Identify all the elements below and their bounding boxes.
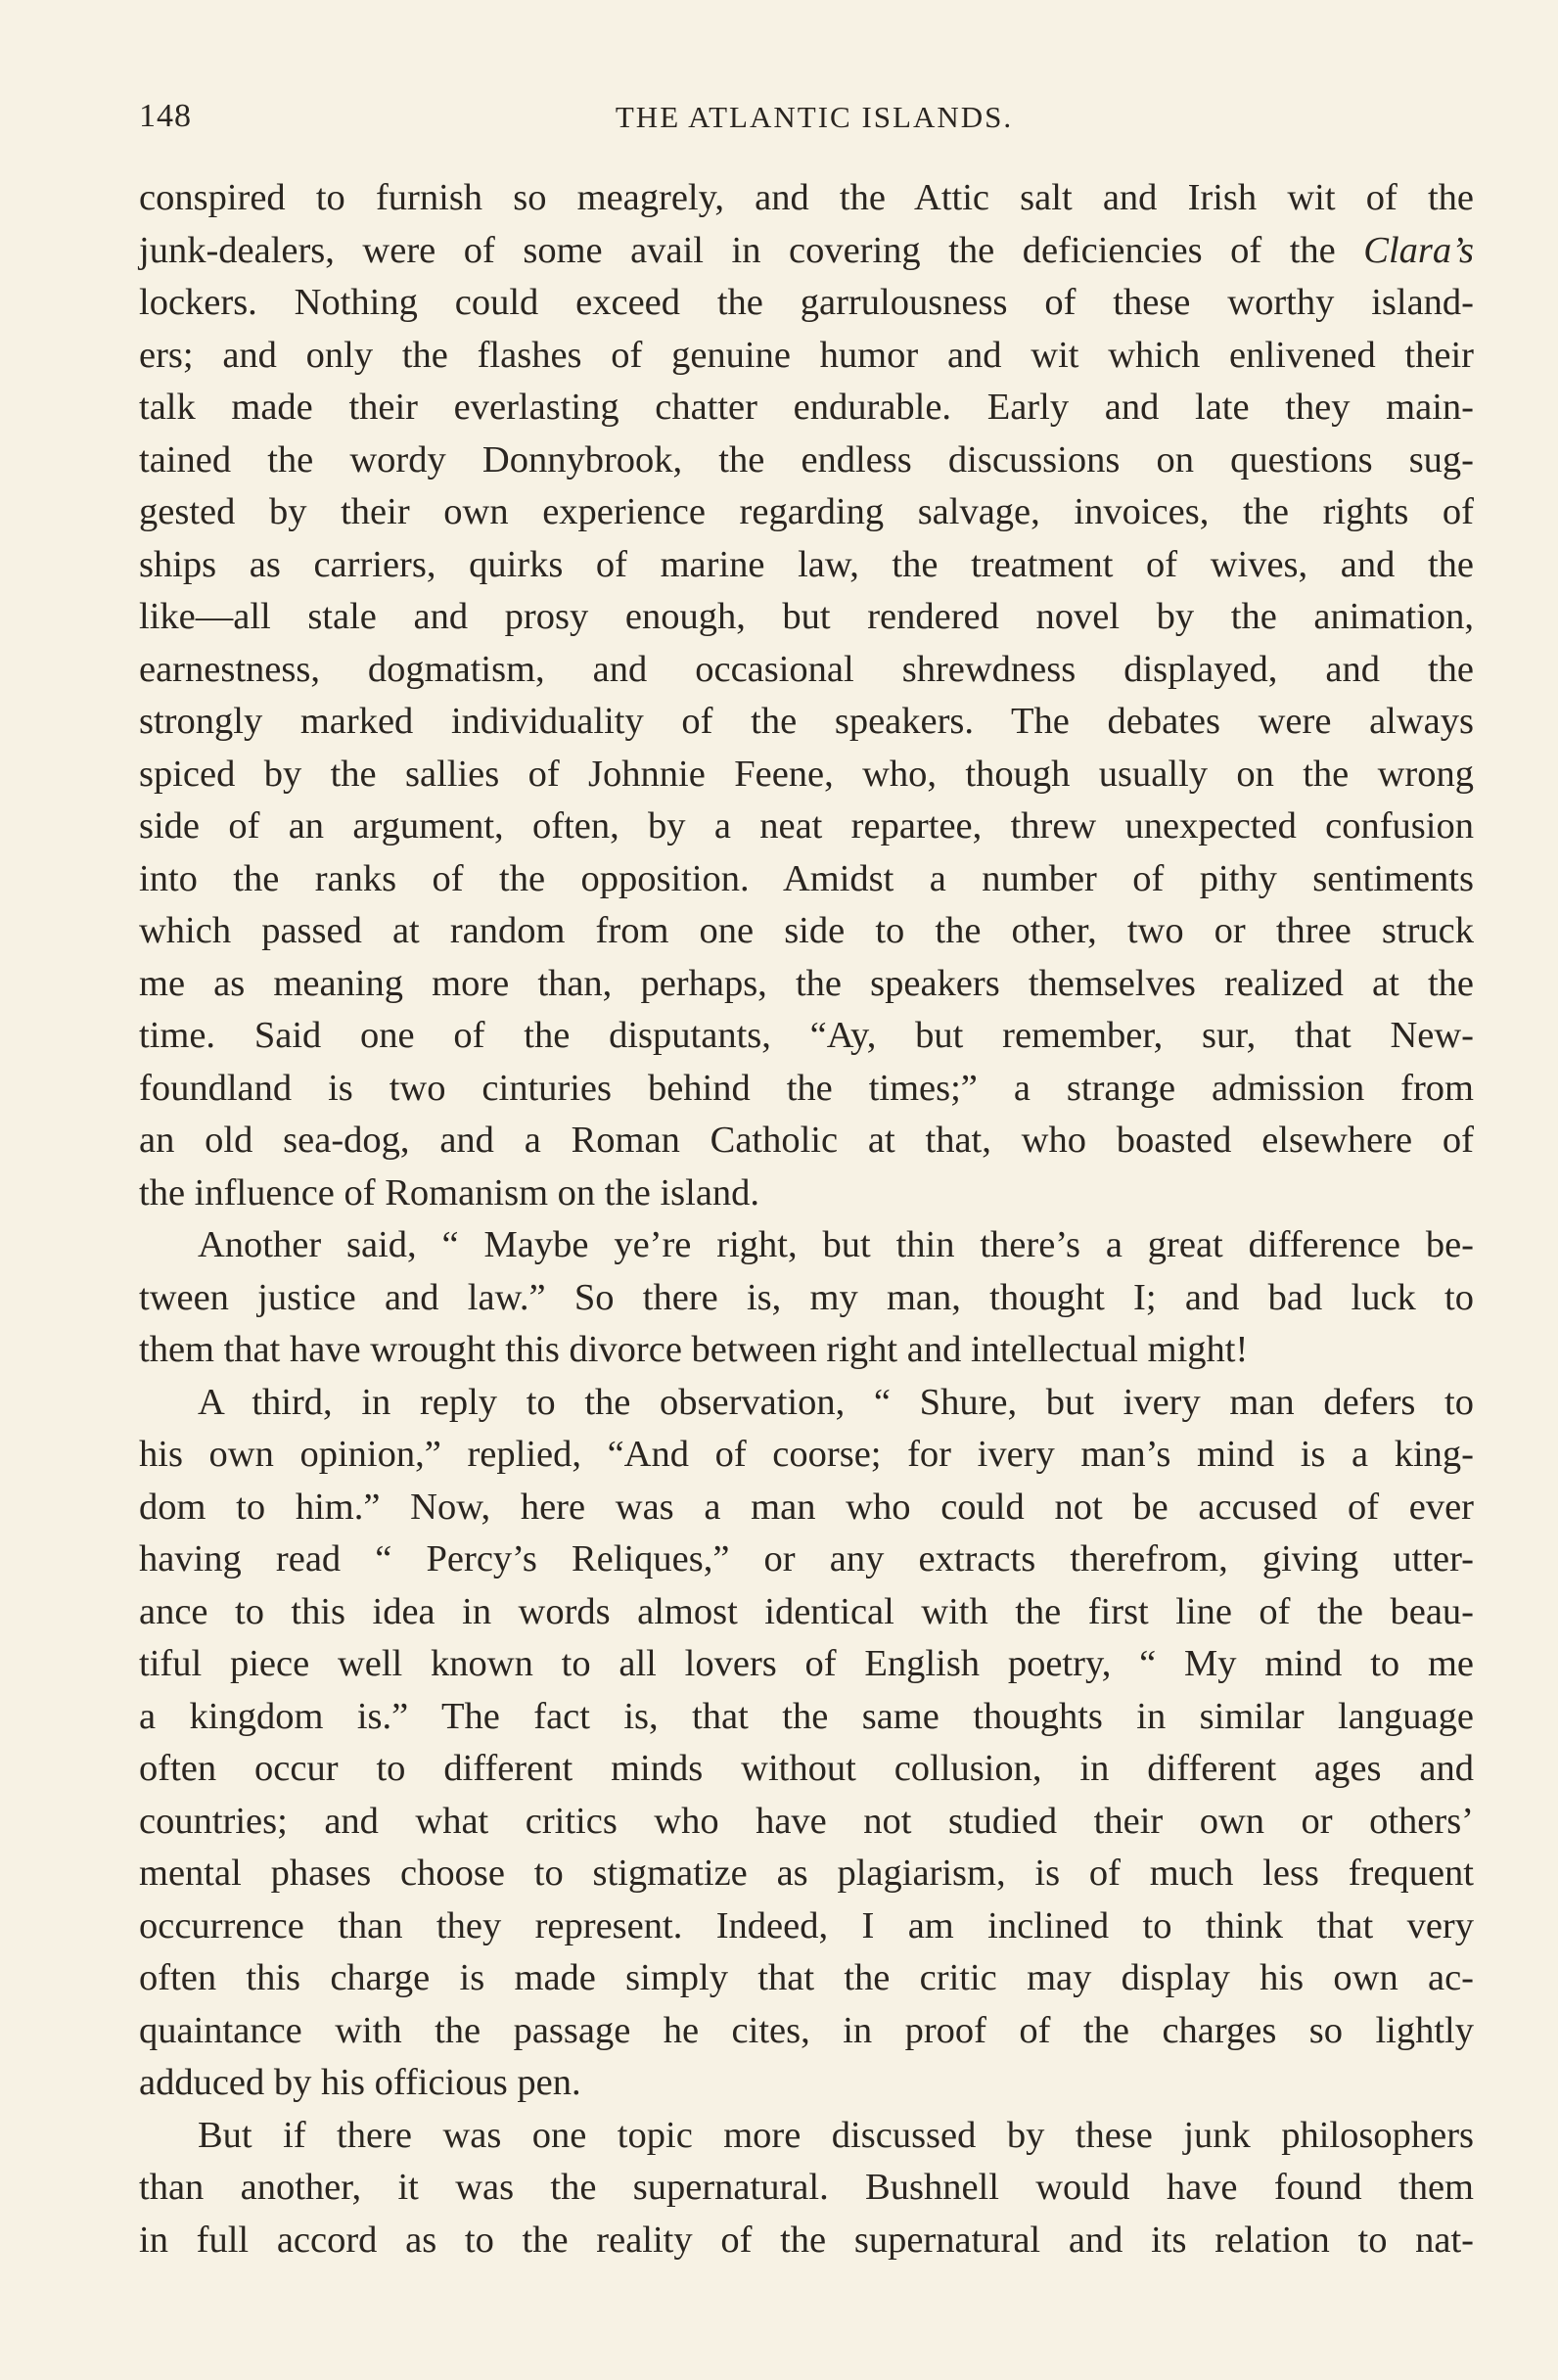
text-line: ers; and only the flashes of genuine humor and wit which enlivened their: [139, 334, 1474, 376]
text-line: dom to him.” Now, here was a man who could not be accused of ever: [139, 1486, 1474, 1528]
body-text: [139, 172, 1474, 2266]
text-line-part: junk-dealers, were of some avail in covering the deficiencies of the: [139, 229, 1364, 271]
text-line: conspired to furnish so meagrely, and the Attic salt and Irish wit of the: [139, 177, 1474, 218]
page-number: 148: [139, 98, 192, 134]
text-line: strongly marked individuality of the speakers. The debates were always: [139, 701, 1474, 742]
text-line: Another said, “ Maybe ye’re right, but thin there’s a great difference be-: [198, 1224, 1474, 1265]
text-line: which passed at random from one side to the other, two or three struck: [139, 910, 1474, 951]
text-line: than another, it was the supernatural. Bushnell would have found them: [139, 2167, 1474, 2208]
text-line: his own opinion,” replied, “And of coorse; for ivery man’s mind is a king-: [139, 1434, 1474, 1475]
text-line: a kingdom is.” The fact is, that the same thoughts in similar language: [139, 1695, 1474, 1737]
running-head: THE ATLANTIC ISLANDS.: [615, 100, 1014, 134]
text-line: like—all stale and prosy enough, but rendered novel by the animation,: [139, 596, 1474, 637]
text-line: tained the wordy Donnybrook, the endless discussions on questions sug-: [139, 438, 1474, 481]
text-line: But if there was one topic more discussed by these junk philosophers: [198, 2114, 1474, 2156]
text-line: talk made their everlasting chatter endurable. Early and late they main-: [139, 387, 1474, 428]
text-line: mental phases choose to stigmatize as plagiarism, is of much less frequent: [139, 1853, 1474, 1894]
text-line: the influence of Romanism on the island.: [139, 1171, 760, 1213]
text-line: tiful piece well known to all lovers of English poetry, “ My mind to me: [139, 1643, 1474, 1684]
text-line: ance to this idea in words almost identical with the first line of the beau-: [139, 1590, 1474, 1632]
text-line: occurrence than they represent. Indeed, I am inclined to think that very: [139, 1904, 1474, 1946]
text-line: often this charge is made simply that the critic may display his own ac-: [139, 1957, 1474, 1998]
text-line: gested by their own experience regarding salvage, invoices, the rights of: [139, 491, 1474, 532]
text-line: an old sea-dog, and a Roman Catholic at that, who boasted elsewhere of: [139, 1120, 1474, 1161]
text-line: foundland is two cinturies behind the times;” a strange admission from: [139, 1067, 1474, 1109]
text-line: me as meaning more than, perhaps, the speakers themselves realized at the: [139, 962, 1474, 1004]
text-line: them that have wrought this divorce between right and intellectual might!: [139, 1329, 1249, 1370]
text-line: having read “ Percy’s Reliques,” or any extracts therefrom, giving utter-: [139, 1538, 1474, 1579]
page-header: [139, 98, 1489, 147]
text-line: in full accord as to the reality of the supernatural and its relation to nat-: [139, 2219, 1474, 2261]
text-line: into the ranks of the opposition. Amidst a number of pithy sentiments: [139, 857, 1474, 899]
ship-name-italic: Clara’s: [1363, 229, 1474, 271]
text-line: side of an argument, often, by a neat repartee, threw unexpected confusion: [139, 805, 1474, 847]
text-line: earnestness, dogmatism, and occasional shrewdness displayed, and the: [139, 648, 1474, 690]
text-line: often occur to different minds without collusion, in different ages and: [139, 1748, 1474, 1789]
text-line: lockers. Nothing could exceed the garrulousness of these worthy island-: [139, 282, 1474, 323]
text-line: A third, in reply to the observation, “ Shure, but ivery man defers to: [198, 1381, 1474, 1423]
text-line: quaintance with the passage he cites, in proof of the charges so lightly: [139, 2009, 1474, 2051]
text-line: ships as carriers, quirks of marine law, the treatment of wives, and the: [139, 543, 1474, 585]
text-line: countries; and what critics who have not studied their own or others’: [139, 1800, 1474, 1842]
text-line: adduced by his officious pen.: [139, 2062, 581, 2103]
text-line: time. Said one of the disputants, “Ay, but remember, sur, that New-: [139, 1015, 1474, 1056]
text-line: spiced by the sallies of Johnnie Feene, who, though usually on the wrong: [139, 753, 1474, 795]
text-line: [139, 225, 1474, 278]
text-line: tween justice and law.” So there is, my man, thought I; and bad luck to: [139, 1276, 1474, 1318]
